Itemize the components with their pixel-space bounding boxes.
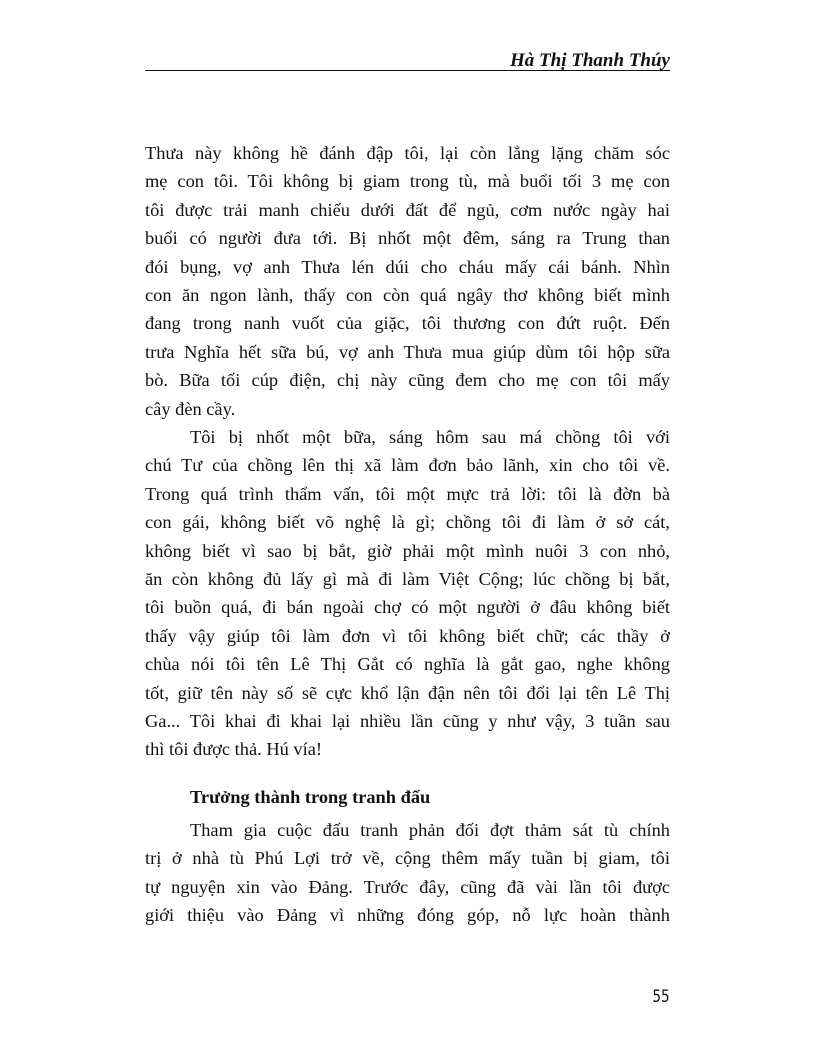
text-line: Trong quá trình thẩm vấn, tôi một mực trả lời: tôi là đờn bà xyxy=(145,483,670,504)
text-line: tốt, giữ tên này số sẽ cực khổ lận đận nên tôi đổi lại tên Lê Thị xyxy=(145,682,670,703)
text-line: thấy vậy giúp tôi làm đơn vì tôi không biết chữ; các thầy ở xyxy=(145,625,670,646)
text-line: Tôi bị nhốt một bữa, sáng hôm sau má chồng tôi với xyxy=(190,427,670,447)
paragraph-3 xyxy=(145,816,670,930)
text-line: chú Tư của chồng lên thị xã làm đơn bảo lãnh, xin cho tôi về. xyxy=(145,455,670,476)
text-line: chùa nói tôi tên Lê Thị Gắt có nghĩa là gắt gao, nghe không xyxy=(145,654,670,675)
text-line: ăn còn không đủ lấy gì mà đi làm Việt Cộng; lúc chồng bị bắt, xyxy=(145,568,670,589)
text-line: không biết vì sao bị bắt, giờ phải một mình nuôi 3 con nhỏ, xyxy=(145,540,670,561)
text-line: tự nguyện xin vào Đảng. Trước đây, cũng đã vài lần tôi được xyxy=(145,876,670,897)
paragraph-2 xyxy=(145,423,670,764)
text-line: bò. Bữa tối cúp điện, chị này cũng đem cho mẹ con tôi mấy xyxy=(145,370,670,391)
text-line: trị ở nhà tù Phú Lợi trở về, cộng thêm mấy tuần bị giam, tôi xyxy=(145,848,670,869)
text-line: thì tôi được thả. Hú vía! xyxy=(145,739,323,760)
text-line: Tham gia cuộc đấu tranh phản đối đợt thảm sát tù chính xyxy=(190,820,670,840)
text-line: đang trong nanh vuốt của giặc, tôi thương con đứt ruột. Đến xyxy=(145,313,670,334)
text-line: tôi được trải manh chiếu dưới đất để ngủ, cơm nước ngày hai xyxy=(145,199,670,220)
text-line: con gái, không biết võ nghệ là gì; chồng tôi đi làm ở sở cát, xyxy=(145,512,670,533)
paragraph-1 xyxy=(145,139,670,423)
text-line: mẹ con tôi. Tôi không bị giam trong tù, mà buổi tối 3 mẹ con xyxy=(145,171,670,192)
section-heading: Trưởng thành trong tranh đấu xyxy=(190,787,431,807)
text-line: Thưa này không hề đánh đập tôi, lại còn lẳng lặng chăm sóc xyxy=(145,143,670,163)
text-line: Ga... Tôi khai đi khai lại nhiều lần cũng y như vậy, 3 tuần sau xyxy=(145,710,670,731)
header-author: Hà Thị Thanh Thúy xyxy=(510,50,670,71)
text-line: trưa Nghĩa hết sữa bú, vợ anh Thưa mua giúp dùm tôi hộp sữa xyxy=(145,341,670,362)
text-line: cây đèn cầy. xyxy=(145,398,236,419)
text-line: con ăn ngon lành, thấy con còn quá ngây thơ không biết mình xyxy=(145,284,670,305)
text-line: đói bụng, vợ anh Thưa lén dúi cho cháu mấy cái bánh. Nhìn xyxy=(145,256,670,277)
text-line: giới thiệu vào Đảng vì những đóng góp, nỗ lực hoàn thành xyxy=(145,905,670,926)
page-number: 55 xyxy=(652,987,670,1007)
text-line: buổi có người đưa tới. Bị nhốt một đêm, sáng ra Trung than xyxy=(145,228,670,249)
running-header xyxy=(145,46,670,71)
text-line: tôi buồn quá, đi bán ngoài chợ có một người ở đâu không biết xyxy=(145,597,670,618)
